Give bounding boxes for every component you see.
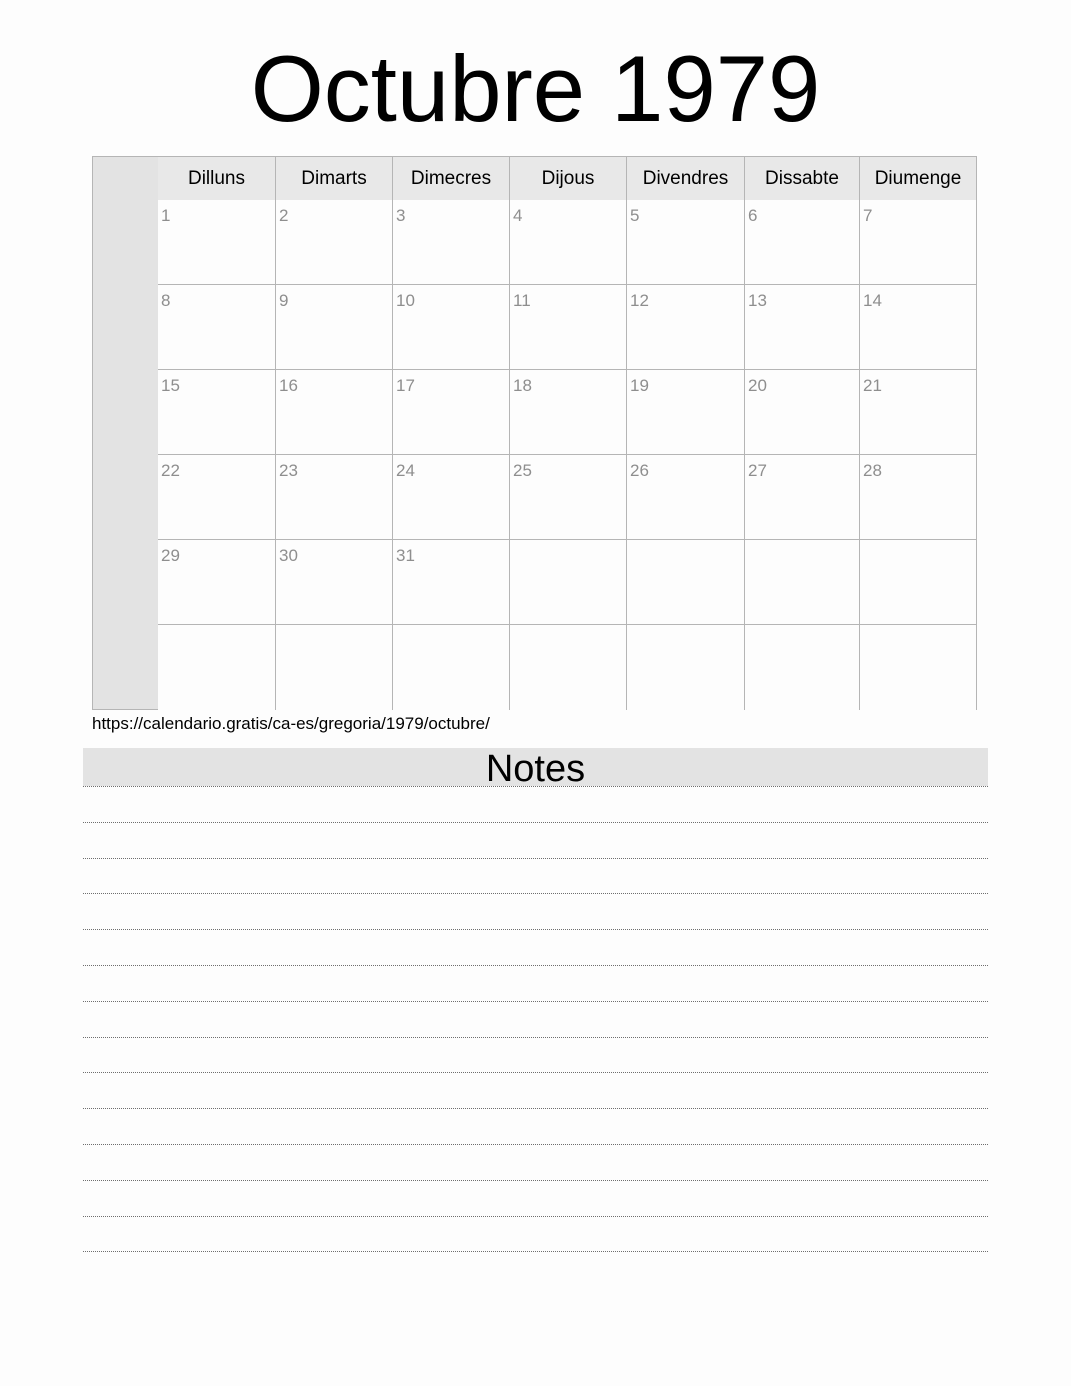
note-line bbox=[83, 1180, 988, 1181]
note-line bbox=[83, 1108, 988, 1109]
day-cell bbox=[509, 370, 626, 455]
day-number: 17 bbox=[396, 376, 415, 395]
day-cell bbox=[275, 200, 392, 285]
day-number: 20 bbox=[748, 376, 767, 395]
day-cell bbox=[392, 625, 509, 710]
note-line bbox=[83, 1001, 988, 1002]
day-cell bbox=[859, 540, 976, 625]
day-cell bbox=[392, 285, 509, 370]
day-cell bbox=[158, 200, 275, 285]
day-number: 29 bbox=[161, 546, 180, 565]
day-cell bbox=[744, 285, 859, 370]
day-cell bbox=[509, 200, 626, 285]
note-line bbox=[83, 1072, 988, 1073]
day-cell bbox=[859, 285, 976, 370]
weekday-header: Divendres bbox=[626, 157, 744, 200]
day-number: 13 bbox=[748, 291, 767, 310]
note-line bbox=[83, 786, 988, 787]
day-number: 2 bbox=[279, 206, 289, 225]
day-cell bbox=[626, 455, 744, 540]
day-cell bbox=[859, 200, 976, 285]
day-number: 7 bbox=[863, 206, 873, 225]
day-cell bbox=[275, 540, 392, 625]
day-number: 1 bbox=[161, 206, 171, 225]
weekday-header: Dimecres bbox=[392, 157, 509, 200]
weekday-header: Diumenge bbox=[859, 157, 976, 200]
day-number: 9 bbox=[279, 291, 289, 310]
weekday-header: Dissabte bbox=[744, 157, 859, 200]
day-number: 30 bbox=[279, 546, 298, 565]
weekday-header: Dimarts bbox=[275, 157, 392, 200]
day-number: 15 bbox=[161, 376, 180, 395]
note-line bbox=[83, 965, 988, 966]
day-cell bbox=[744, 370, 859, 455]
day-number: 21 bbox=[863, 376, 882, 395]
note-line bbox=[83, 929, 988, 930]
day-cell bbox=[275, 455, 392, 540]
note-line bbox=[83, 893, 988, 894]
day-number: 11 bbox=[513, 291, 531, 310]
day-cell bbox=[158, 455, 275, 540]
day-cell bbox=[859, 625, 976, 710]
day-cell bbox=[275, 370, 392, 455]
day-cell bbox=[158, 285, 275, 370]
day-cell bbox=[392, 200, 509, 285]
day-cell bbox=[509, 625, 626, 710]
notes-title: Notes bbox=[83, 748, 988, 786]
day-number: 6 bbox=[748, 206, 758, 225]
weekday-header-row bbox=[158, 157, 976, 201]
page-title: Octubre 1979 bbox=[250, 36, 821, 141]
day-cell bbox=[744, 200, 859, 285]
day-number: 5 bbox=[630, 206, 640, 225]
day-number: 16 bbox=[279, 376, 298, 395]
day-number: 31 bbox=[396, 546, 415, 565]
day-cell bbox=[626, 200, 744, 285]
day-cell bbox=[859, 370, 976, 455]
day-cell bbox=[626, 540, 744, 625]
note-line bbox=[83, 822, 988, 823]
note-line bbox=[83, 1216, 988, 1217]
day-number: 27 bbox=[748, 461, 767, 480]
day-number: 8 bbox=[161, 291, 171, 310]
day-cell bbox=[158, 625, 275, 710]
day-number: 10 bbox=[396, 291, 415, 310]
day-number: 12 bbox=[630, 291, 649, 310]
day-number: 4 bbox=[513, 206, 523, 225]
day-number: 3 bbox=[396, 206, 406, 225]
day-number: 19 bbox=[630, 376, 649, 395]
day-number: 23 bbox=[279, 461, 298, 480]
day-cell bbox=[626, 625, 744, 710]
note-line bbox=[83, 1037, 988, 1038]
day-cell bbox=[626, 285, 744, 370]
calendar-grid bbox=[92, 156, 977, 710]
day-number: 14 bbox=[863, 291, 882, 310]
day-cell bbox=[158, 540, 275, 625]
day-cell bbox=[392, 455, 509, 540]
day-number: 25 bbox=[513, 461, 532, 480]
day-cell bbox=[509, 455, 626, 540]
day-cell bbox=[392, 370, 509, 455]
day-cell bbox=[509, 540, 626, 625]
day-cell bbox=[275, 285, 392, 370]
day-cell bbox=[626, 370, 744, 455]
day-number: 26 bbox=[630, 461, 649, 480]
source-url: https://calendario.gratis/ca-es/gregoria/1979/octubre/ bbox=[92, 714, 490, 733]
day-cell bbox=[744, 625, 859, 710]
day-cell bbox=[392, 540, 509, 625]
note-line bbox=[83, 1144, 988, 1145]
day-number: 28 bbox=[863, 461, 882, 480]
day-number: 22 bbox=[161, 461, 180, 480]
day-cell bbox=[744, 455, 859, 540]
day-number: 24 bbox=[396, 461, 415, 480]
note-line bbox=[83, 1251, 988, 1252]
note-line bbox=[83, 858, 988, 859]
weekday-header: Dijous bbox=[509, 157, 626, 200]
day-cell bbox=[509, 285, 626, 370]
week-number-column bbox=[93, 157, 159, 709]
day-cell bbox=[744, 540, 859, 625]
day-cell bbox=[158, 370, 275, 455]
day-cell bbox=[275, 625, 392, 710]
day-grid bbox=[158, 200, 976, 710]
day-cell bbox=[859, 455, 976, 540]
day-number: 18 bbox=[513, 376, 532, 395]
weekday-header: Dilluns bbox=[187, 168, 246, 189]
